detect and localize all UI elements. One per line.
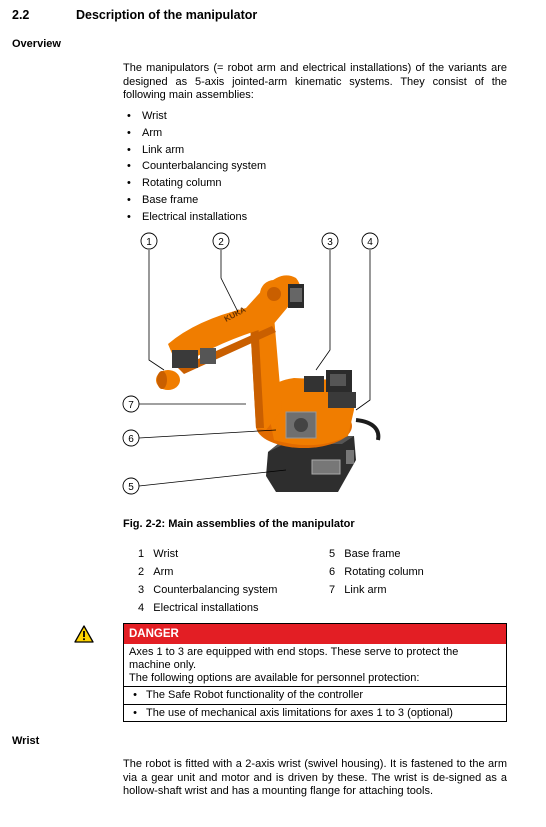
- list-item: • Arm: [127, 126, 163, 139]
- legend-item: 2 Arm: [138, 566, 174, 578]
- callout-3: 3: [327, 237, 333, 248]
- legend-item: 5 Base frame: [329, 548, 401, 560]
- overview-paragraph: The manipulators (= robot arm and electrical installations) of the variants are designed as 5-axis jointed-arm kinematic systems. They consist of the following main assemblies:: [123, 62, 507, 101]
- legend-item: 4 Electrical installations: [138, 602, 259, 614]
- assemblies-list: [127, 108, 266, 226]
- robot-figure: [116, 230, 396, 498]
- legend-item: 1 Wrist: [138, 548, 179, 560]
- danger-box: [123, 623, 507, 722]
- legend-item: 7 Link arm: [329, 584, 387, 596]
- list-item: • Wrist: [127, 110, 167, 122]
- callout-2: 2: [218, 237, 224, 248]
- wrist-heading: Wrist: [12, 735, 40, 747]
- legend-item: 3 Counterbalancing system: [138, 584, 278, 596]
- overview-heading: Overview: [12, 38, 61, 50]
- warning-triangle-icon: [74, 625, 94, 643]
- callout-4: 4: [367, 237, 373, 248]
- list-item: • Base frame: [127, 193, 199, 206]
- section-number: 2.2: [12, 8, 30, 22]
- callout-5: 5: [128, 482, 134, 493]
- callout-7: 7: [128, 400, 134, 411]
- danger-item: • The Safe Robot functionality of the controller: [124, 686, 506, 704]
- kuka-logo: KUKA: [222, 304, 248, 324]
- callout-6: 6: [128, 434, 134, 445]
- list-item: • Rotating column: [127, 177, 222, 190]
- list-item: • Electrical installations: [127, 210, 248, 223]
- callout-1: 1: [146, 237, 152, 248]
- figure-caption: Fig. 2-2: Main assemblies of the manipulator: [123, 518, 355, 530]
- danger-header: DANGER: [124, 624, 506, 644]
- list-item: • Link arm: [127, 143, 185, 156]
- danger-text: Axes 1 to 3 are equipped with end stops. These serve to protect the machine only. The following options are available for personnel protection:: [129, 646, 459, 684]
- wrist-paragraph: The robot is fitted with a 2-axis wrist (swivel housing). It is fastened to the arm via a gear unit and motor and is driven by these. The wrist is de-signed as a hollow-shaft wrist and has a mounting flange for attaching tools.: [123, 758, 507, 797]
- legend-item: 6 Rotating column: [329, 566, 424, 578]
- list-item: • Counterbalancing system: [127, 160, 267, 173]
- danger-item: • The use of mechanical axis limitations for axes 1 to 3 (optional): [124, 704, 506, 722]
- section-title: Description of the manipulator: [76, 8, 258, 22]
